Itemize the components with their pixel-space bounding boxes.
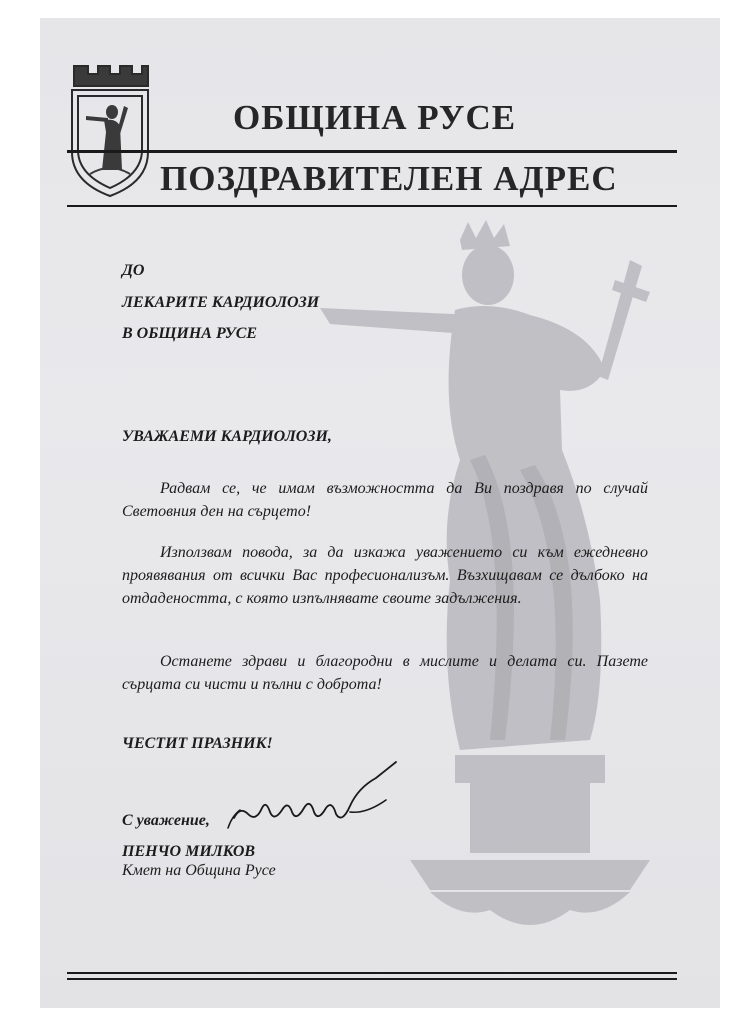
- salutation: УВАЖАЕМИ КАРДИОЛОЗИ,: [122, 428, 332, 445]
- footer-rule-top: [67, 972, 677, 974]
- signer-title: Кмет на Община Русе: [122, 862, 276, 879]
- celebration-line: ЧЕСТИТ ПРАЗНИК!: [122, 735, 273, 752]
- header-bottom-rule: [67, 205, 677, 207]
- header-divider: [67, 150, 677, 153]
- footer-rule-bottom: [67, 978, 677, 980]
- organization-title: ОБЩИНА РУСЕ: [233, 98, 517, 137]
- addressee-line-1: ДО: [122, 262, 145, 279]
- regards-line: С уважение,: [122, 812, 210, 829]
- body-paragraph-2: Използвам повода, за да изкажа уважението си към ежедневно проявявания от всички Вас професионализъм. Възхищавам се дълбоко на отдадеността, с която изпълнявате своите задължения.: [122, 544, 648, 607]
- addressee-line-3: В ОБЩИНА РУСЕ: [122, 325, 258, 342]
- addressee-line-2: ЛЕКАРИТЕ КАРДИОЛОЗИ: [122, 294, 320, 311]
- signer-name: ПЕНЧО МИЛКОВ: [122, 843, 256, 860]
- document-type-title: ПОЗДРАВИТЕЛЕН АДРЕС: [160, 159, 618, 198]
- handwritten-signature-icon: [226, 758, 416, 838]
- ruse-coat-of-arms-icon: [68, 62, 152, 198]
- body-paragraph-1: Радвам се, че имам възможността да Ви поздравя по случай Световния ден на сърцето!: [122, 480, 648, 520]
- body-paragraph-3: Останете здрави и благородни в мислите и делата си. Пазете сърцата си чисти и пълни с доброта!: [122, 653, 648, 693]
